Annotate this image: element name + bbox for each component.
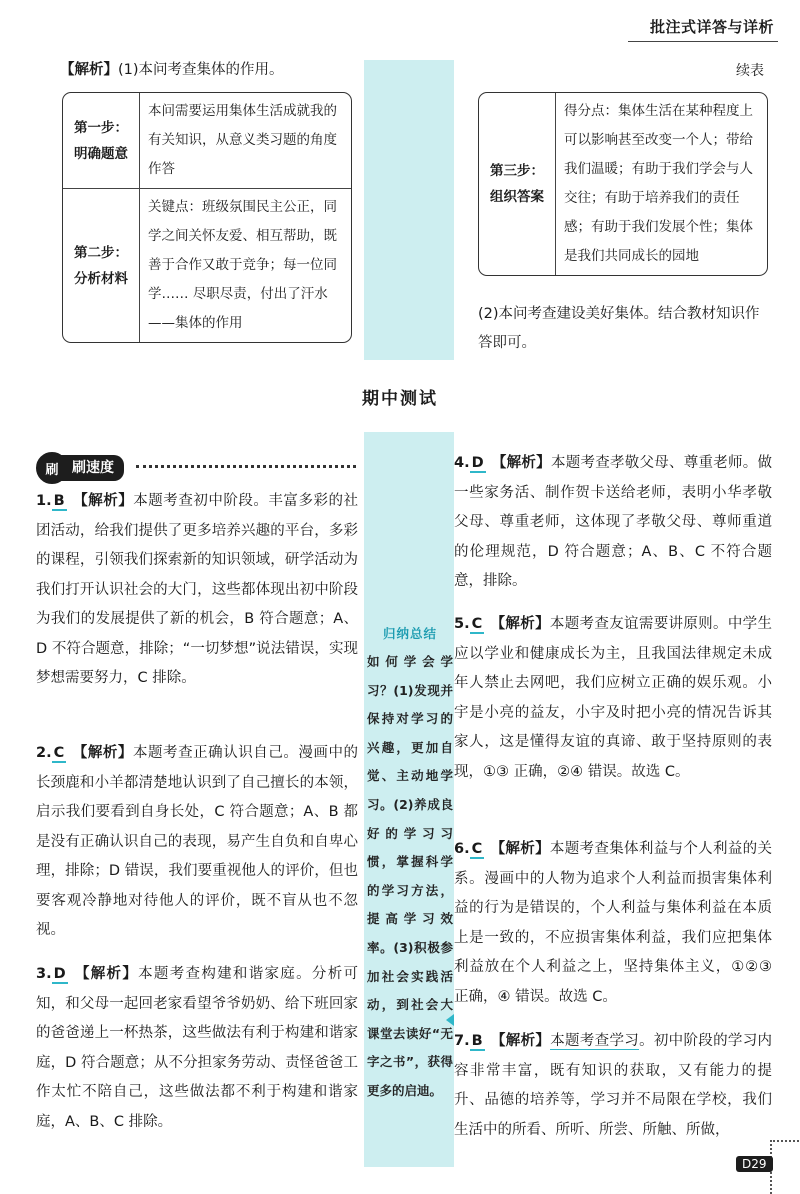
- step-content: 得分点：集体生活在某种程度上可以影响甚至改变一个人；带给我们温暖；有助于我们学会与人交往；有助于培养我们的责任感；有助于我们发展个性；集体是我们共同成长的园地: [564, 103, 753, 264]
- answer-letter: C: [471, 616, 483, 632]
- dotted-divider: [136, 465, 356, 468]
- header-rule: [628, 41, 778, 42]
- steps-table-left: [62, 92, 352, 343]
- intro-text: (1)本问考查集体的作用。: [118, 62, 284, 78]
- speed-badge: [36, 452, 124, 484]
- answer-letter: C: [471, 841, 483, 857]
- section-title: 期中测试: [362, 389, 438, 409]
- question-2: 2. C 【解析】本题考查正确认识自己。漫画中的长颈鹿和小羊都清楚地认识到了自己擅长的本领，启示我们要看到自身长处，C 符合题意；A、B 都是没有正确认识自己的表现，易产生自负和自卑心理，排除；D 错误，我们要重视他人的评价，但也要客观冷静地对待他人的评价，既不盲从也不忽视。: [36, 745, 359, 938]
- page-corner: [770, 1140, 800, 1194]
- part2-text: (2)本问考查建设美好集体。结合教材知识作答即可。: [478, 306, 760, 351]
- question-6: 6. C 【解析】本题考查集体利益与个人利益的关系。漫画中的人物为追求个人利益而损害集体利益的行为是错误的，个人利益与集体利益在本质上是一致的，不应损害集体利益，我们应把集体利益放在个人利益之上，坚持集体主义，①②③ 正确，④ 错误。故选 C。: [454, 841, 772, 1005]
- step-label: 第二步： 分析材料: [63, 189, 140, 342]
- step-label: 第三步： 组织答案: [479, 93, 556, 275]
- answer-letter: C: [53, 745, 65, 761]
- intro-tag: 【解析】: [60, 62, 118, 78]
- summary-text: 如何学会学习？(1)发现并保持对学习的兴趣，更加自觉、主动地学习。(2)养成良好的学习习惯，掌握科学的学习方法，提高学习效率。(3)积极参加社会实践活动，到社会大课堂去读好“无字之书”，获得更多的启迪。: [367, 654, 453, 1098]
- speed-badge-label: 刷速度: [58, 455, 124, 481]
- answer-letter: D: [53, 966, 66, 982]
- step-content: 本问需要运用集体生活成就我的有关知识，从意义类习题的角度作答: [140, 93, 351, 189]
- question-1: 1. B 【解析】本题考查初中阶段。丰富多彩的社团活动，给我们提供了更多培养兴趣的平台，多彩的课程，引领我们探索新的知识领域，研学活动为我们打开认识社会的大门，这些都体现出初中阶段为我们的发展提供了新的机会，B 符合题意；A、D 不符合题意，排除；“一切梦想”说法错误，实现梦想需要努力，C 排除。: [36, 493, 359, 686]
- question-4: 4. D 【解析】本题考查孝敬父母、尊重老师。做一些家务活、制作贺卡送给老师，表明小华孝敬父母、尊重老师，这体现了孝敬父母、尊师重道的伦理规范，D 符合题意；A、B、C 不符合题意，排除。: [454, 455, 773, 589]
- sidebar-top: [364, 60, 454, 360]
- steps-table-right: [478, 92, 768, 276]
- question-3: 3. D 【解析】本题考查构建和谐家庭。分析可知，和父母一起回老家看望爷爷奶奶、给下班回家的爸爸递上一杯热茶，这些做法有利于构建和谐家庭，D 符合题意；从不分担家务劳动、责怪爸爸工作太忙不陪自己，这些做法都不利于构建和谐家庭，A、B、C 排除。: [36, 966, 358, 1130]
- header-title: 批注式详答与详析: [649, 18, 774, 36]
- page-number: D29: [736, 1156, 773, 1172]
- table-row: [479, 93, 767, 275]
- question-5: 5. C 【解析】本题考查友谊需要讲原则。中学生应以学业和健康成长为主，且我国法律规定未成年人禁止去网吧，我们应树立正确的娱乐观。小宇是小亮的益友，小宇及时把小亮的情况告诉其家人，这是懂得友谊的真谛、敢于坚持原则的表现，①③ 正确，②④ 错误。故选 C。: [454, 616, 772, 780]
- continued-label: 续表: [736, 63, 764, 79]
- step-content: 关键点：班级氛围民主公正，同学之间关怀友爱、相互帮助，既善于合作又敢于竞争；每一位同学…… 尽职尽责，付出了汗水——集体的作用: [148, 199, 337, 331]
- table-row: [63, 189, 351, 342]
- step-label: 第一步： 明确题意: [63, 93, 140, 189]
- intro-line: [60, 58, 284, 79]
- answer-letter: B: [53, 493, 65, 509]
- table-row: [63, 93, 351, 189]
- answer-letter: D: [471, 455, 484, 471]
- question-7: 7. B 【解析】本题考查学习。初中阶段的学习内容非常丰富，既有知识的获取，又有能力的提升、品德的培养等，学习并不局限在学校，我们生活中的所看、所听、所尝、所触、所做，: [454, 1033, 773, 1138]
- summary-title: 归纳总结: [382, 626, 437, 641]
- arrow-icon: [446, 1014, 454, 1026]
- answer-letter: B: [471, 1033, 483, 1049]
- brush-icon: 刷: [36, 452, 68, 484]
